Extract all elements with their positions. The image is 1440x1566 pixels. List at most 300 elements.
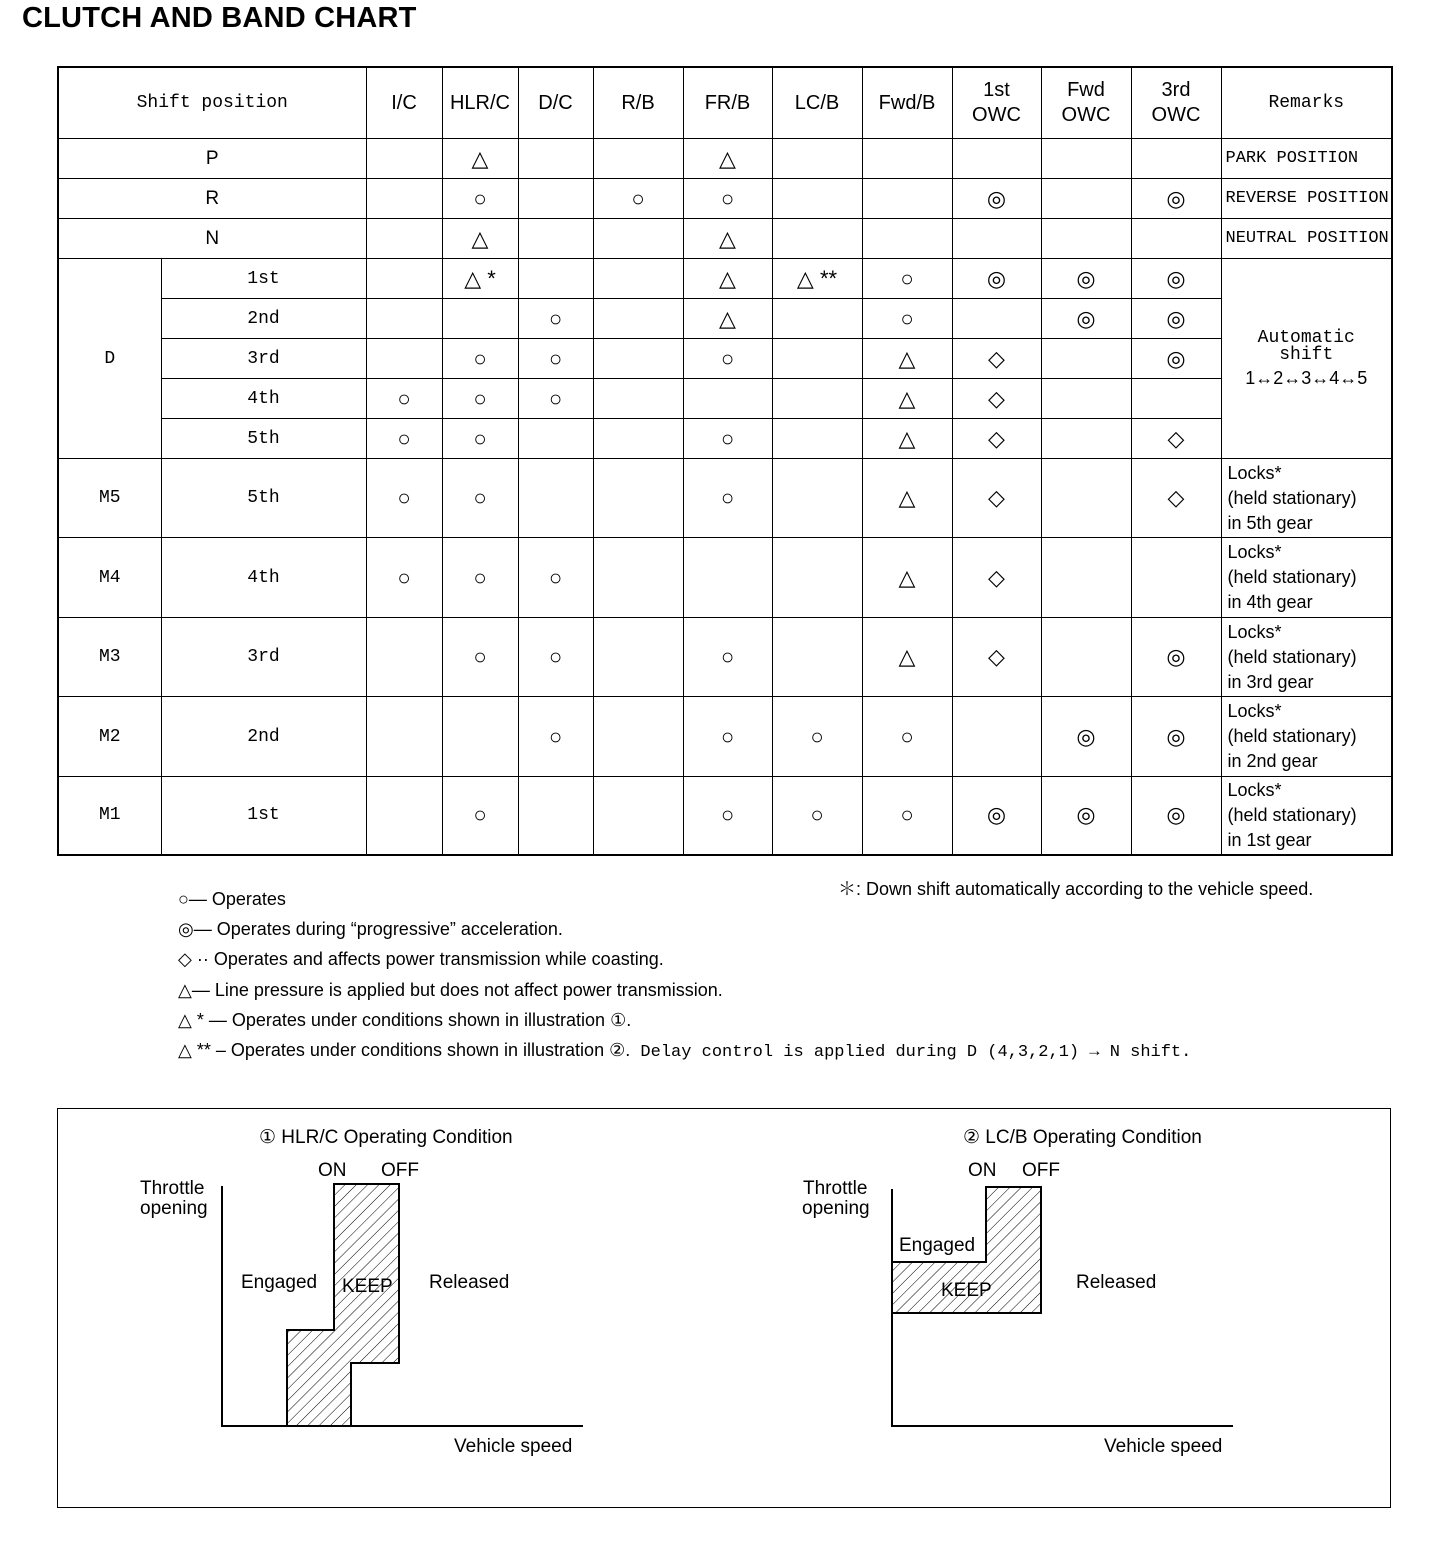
element-status-cell [518,459,593,538]
shift-position-group: M3 [58,618,161,697]
gear: 1st [161,259,366,299]
element-status-cell [1041,459,1131,538]
element-status-cell [442,259,518,299]
remark-line: in 5th gear [1227,512,1313,533]
element-status-cell [1041,259,1131,299]
shift-position-group: D [58,259,161,459]
remark: NEUTRAL POSITION [1221,219,1392,259]
element-status-cell [683,259,772,299]
element-status-cell [772,179,862,219]
engaged-label: Engaged [899,1235,976,1256]
legend-symbol-icon: ◎ [178,919,194,939]
element-status-cell [518,379,593,419]
status-symbol-icon: ◎ [1076,265,1096,291]
status-symbol-icon: ○ [720,802,735,828]
table-row [58,139,1392,179]
column-header [1131,67,1221,139]
legend-text: — Operates during “progressive” acceleration. [193,919,563,939]
table-row [58,618,1392,697]
status-symbol-icon: ◇ [1167,425,1185,451]
shift-position-group: M5 [58,459,161,538]
status-symbol-icon: ○ [810,802,824,828]
element-status-cell [518,139,593,179]
remark-line: in 2nd gear [1227,751,1318,771]
element-status-cell [1131,139,1221,179]
element-status-cell [683,459,772,538]
element-status-cell [862,459,952,538]
element-status-cell [683,339,772,379]
status-symbol-icon: ◎ [1076,723,1096,749]
status-symbol-icon: △ [471,145,489,171]
status-symbol-icon: △ [898,485,916,510]
status-symbol-icon: ○ [473,802,487,828]
element-status-cell [862,339,952,379]
table-row [58,339,1392,379]
status-symbol-icon: ○ [397,385,411,411]
table-row [58,379,1392,419]
element-status-cell [683,618,772,697]
element-status-cell [518,179,593,219]
element-status-cell [366,459,442,538]
element-status-cell [1131,777,1221,855]
element-status-cell [366,379,442,419]
element-status-cell [442,697,518,777]
element-status-cell [593,419,683,459]
element-status-cell [772,459,862,538]
diagram-title: ② LC/B Operating Condition [963,1127,1202,1148]
status-symbol-icon: ◇ [1167,485,1185,510]
released-label: Released [1076,1272,1157,1293]
element-status-cell [772,697,862,777]
status-symbol-icon: ○ [473,425,487,451]
element-status-cell [862,179,952,219]
column-header-line: Fwd [1067,79,1105,101]
remark-line: (held stationary) [1227,726,1357,746]
element-status-cell [952,179,1041,219]
element-status-cell [1131,339,1221,379]
remark-automatic-shift [1221,259,1392,459]
y-axis-label: Throttle [140,1178,205,1199]
element-status-cell [442,618,518,697]
element-status-cell [442,139,518,179]
element-status-cell [683,777,772,855]
legend-item [178,889,286,910]
element-status-cell [593,139,683,179]
remark-line: shift [1279,345,1334,365]
element-status-cell [442,459,518,538]
element-status-cell [862,618,952,697]
status-symbol-icon: △ [719,225,736,251]
shift-position: P [58,139,366,179]
column-header-line: 1st [983,79,1010,101]
element-status-cell [772,777,862,855]
column-header: Remarks [1221,67,1392,139]
status-symbol-icon: △ ** [796,265,838,291]
legend-item [178,1040,1191,1062]
element-status-cell [593,299,683,339]
keep-label: KEEP [941,1280,992,1301]
table-row [58,259,1392,299]
status-symbol-icon: ○ [397,485,411,510]
element-status-cell [366,139,442,179]
element-status-cell [772,219,862,259]
element-status-cell [862,379,952,419]
element-status-cell [1041,538,1131,618]
footnote: ＊: Down shift automatically according to the vehicle speed. [838,879,1314,899]
legend-symbol-icon: △ [178,980,192,1000]
legend-item [178,980,723,1001]
status-symbol-icon: ◎ [1166,265,1186,291]
element-status-cell [772,139,862,179]
status-symbol-icon: ○ [548,723,563,749]
status-symbol-icon: ◇ [988,564,1005,590]
column-header-line: OWC [1061,104,1111,126]
column-header: HLR/C [442,67,518,139]
element-status-cell [1041,179,1131,219]
element-status-cell [442,419,518,459]
element-status-cell [772,419,862,459]
table-row [58,777,1392,855]
hlr-c-diagram [140,1127,583,1457]
remark-line: Locks* [1227,779,1282,800]
status-symbol-icon: ◇ [988,485,1005,510]
status-symbol-icon: △ [898,425,916,451]
table-row [58,538,1392,618]
element-status-cell [1131,618,1221,697]
element-status-cell [952,219,1041,259]
status-symbol-icon: △ [898,564,916,590]
remark-line: Locks* [1227,621,1282,642]
legend-extra-text: Delay control is applied during D (4,3,2,1) → N shift. [630,1043,1192,1062]
status-symbol-icon: ○ [720,723,735,749]
element-status-cell [366,419,442,459]
column-header: Fwd/B [862,67,952,139]
element-status-cell [952,259,1041,299]
element-status-cell [772,618,862,697]
element-status-cell [366,259,442,299]
element-status-cell [683,139,772,179]
status-symbol-icon: ◎ [1076,305,1096,331]
element-status-cell [1131,419,1221,459]
shift-sequence: 1↔2↔3↔4↔5 [1245,368,1368,388]
gear: 2nd [161,299,366,339]
column-header [1041,67,1131,139]
element-status-cell [518,538,593,618]
element-status-cell [1041,339,1131,379]
column-header: I/C [366,67,442,139]
on-label: ON [318,1160,347,1181]
shift-position-group: M4 [58,538,161,618]
legend-symbol-icon: △ ** [178,1040,211,1060]
element-status-cell [862,299,952,339]
element-status-cell [1041,697,1131,777]
gear: 5th [161,459,366,538]
element-status-cell [952,299,1041,339]
element-status-cell [683,219,772,259]
shift-position-group: M2 [58,697,161,777]
status-symbol-icon: ◎ [1166,644,1186,669]
axes [222,1186,583,1426]
legend-text: — Operates under conditions shown in illustration ①. [203,1010,632,1030]
element-status-cell [1041,299,1131,339]
status-symbol-icon: ○ [900,723,914,749]
released-label: Released [429,1272,510,1293]
status-symbol-icon: ○ [473,485,487,510]
shift-position: R [58,179,366,219]
element-status-cell [862,538,952,618]
status-symbol-icon: ◇ [988,385,1005,411]
status-symbol-icon: △ * [464,265,496,291]
element-status-cell [593,219,683,259]
column-header: R/B [593,67,683,139]
table-row [58,697,1392,777]
y-axis-label: Throttle [803,1178,868,1199]
element-status-cell [683,299,772,339]
element-status-cell [518,419,593,459]
element-status-cell [1041,618,1131,697]
gear: 3rd [161,339,366,379]
element-status-cell [518,339,593,379]
element-status-cell [1131,379,1221,419]
remark-line: Automatic [1257,328,1355,348]
remark-line: Locks* [1227,462,1282,483]
element-status-cell [593,339,683,379]
page-title: CLUTCH AND BAND CHART [22,2,417,34]
remark [1221,697,1392,777]
element-status-cell [442,777,518,855]
element-status-cell [593,459,683,538]
status-symbol-icon: ○ [900,265,914,291]
element-status-cell [952,339,1041,379]
legend-symbol-icon: ◇ [178,949,192,969]
off-label: OFF [381,1160,419,1181]
remark-line: (held stationary) [1227,487,1357,508]
element-status-cell [442,299,518,339]
shift-position-group: M1 [58,777,161,855]
element-status-cell [683,419,772,459]
remark-line: Locks* [1227,701,1282,721]
element-status-cell [518,618,593,697]
element-status-cell [442,339,518,379]
remark [1221,538,1392,618]
column-header-line: OWC [972,104,1021,126]
element-status-cell [683,179,772,219]
status-symbol-icon: ◎ [986,265,1007,291]
gear: 1st [161,777,366,855]
status-symbol-icon: ○ [548,385,563,411]
remark-line: in 3rd gear [1227,671,1314,692]
table-row [58,219,1392,259]
status-symbol-icon: ◎ [1166,802,1186,828]
keep-label: KEEP [342,1276,393,1297]
status-symbol-icon: ◎ [986,185,1007,211]
status-symbol-icon: ○ [548,345,563,371]
remark-line: Locks* [1227,542,1282,562]
element-status-cell [772,339,862,379]
legend-text: — Line pressure is applied but does not affect power transmission. [191,980,723,1000]
element-status-cell [952,139,1041,179]
status-symbol-icon: ◇ [988,345,1005,371]
element-status-cell [442,379,518,419]
element-status-cell [952,618,1041,697]
status-symbol-icon: ○ [720,345,735,371]
element-status-cell [366,697,442,777]
element-status-cell [366,538,442,618]
status-symbol-icon: ○ [473,385,487,411]
element-status-cell [593,379,683,419]
element-status-cell [518,259,593,299]
x-axis-label: Vehicle speed [1104,1436,1223,1457]
element-status-cell [862,419,952,459]
table-header-row [58,67,1392,139]
element-status-cell [366,339,442,379]
element-status-cell [952,777,1041,855]
element-status-cell [518,697,593,777]
element-status-cell [518,777,593,855]
status-symbol-icon: ○ [900,305,914,331]
column-header: Shift position [58,67,366,139]
column-header: FR/B [683,67,772,139]
element-status-cell [1041,419,1131,459]
element-status-cell [1131,299,1221,339]
remark-line: (held stationary) [1227,567,1357,587]
element-status-cell [952,379,1041,419]
legend-item [178,1010,631,1031]
element-status-cell [1041,139,1131,179]
gear: 5th [161,419,366,459]
status-symbol-icon: ○ [548,305,563,331]
legend-text: — Operates [188,889,286,909]
table-row [58,179,1392,219]
remark: REVERSE POSITION [1221,179,1392,219]
element-status-cell [593,538,683,618]
status-symbol-icon: ○ [720,644,735,669]
remark-line: in 1st gear [1227,829,1312,850]
table-row [58,299,1392,339]
status-symbol-icon: ○ [548,644,563,669]
element-status-cell [772,299,862,339]
element-status-cell [593,179,683,219]
status-symbol-icon: △ [898,345,916,371]
element-status-cell [683,538,772,618]
status-symbol-icon: ◎ [986,802,1007,828]
status-symbol-icon: ◎ [1166,305,1186,331]
element-status-cell [862,259,952,299]
element-status-cell [593,777,683,855]
status-symbol-icon: ◇ [988,644,1005,669]
status-symbol-icon: ○ [473,564,487,590]
shift-position: N [58,219,366,259]
element-status-cell [593,259,683,299]
remark-line: (held stationary) [1227,646,1357,667]
element-status-cell [442,219,518,259]
remark-line: (held stationary) [1227,804,1357,825]
off-label: OFF [1022,1160,1060,1181]
diagram-title: ① HLR/C Operating Condition [259,1127,513,1148]
element-status-cell [1041,219,1131,259]
on-label: ON [968,1160,997,1181]
gear: 4th [161,538,366,618]
element-status-cell [442,179,518,219]
element-status-cell [518,219,593,259]
engaged-label: Engaged [241,1272,318,1293]
status-symbol-icon: ◇ [988,425,1005,451]
status-symbol-icon: △ [719,265,736,291]
status-symbol-icon: ○ [548,564,563,590]
element-status-cell [593,697,683,777]
column-header: LC/B [772,67,862,139]
status-symbol-icon: △ [898,385,916,411]
element-status-cell [952,538,1041,618]
element-status-cell [1041,379,1131,419]
operating-condition-diagrams [57,1108,1391,1508]
remark [1221,618,1392,697]
status-symbol-icon: ○ [900,802,914,828]
element-status-cell [1131,459,1221,538]
status-symbol-icon: ◎ [1076,802,1096,828]
element-status-cell [772,379,862,419]
clutch-band-table [57,66,1393,856]
status-symbol-icon: ○ [397,564,411,590]
remark-line: in 4th gear [1227,592,1313,612]
element-status-cell [952,419,1041,459]
element-status-cell [683,379,772,419]
status-symbol-icon: ○ [720,485,735,510]
table-row [58,419,1392,459]
legend-text: ·· Operates and affects power transmission while coasting. [191,949,664,969]
element-status-cell [1131,219,1221,259]
element-status-cell [518,299,593,339]
legend-item [178,919,563,940]
element-status-cell [1131,538,1221,618]
element-status-cell [683,697,772,777]
status-symbol-icon: ○ [631,185,645,211]
element-status-cell [1131,697,1221,777]
status-symbol-icon: ○ [473,345,487,371]
status-symbol-icon: ○ [720,185,735,211]
element-status-cell [772,259,862,299]
status-symbol-icon: ○ [397,425,411,451]
column-header [952,67,1041,139]
status-symbol-icon: ○ [810,723,824,749]
lc-b-diagram [802,1127,1233,1457]
element-status-cell [1131,259,1221,299]
status-symbol-icon: ○ [473,185,487,211]
remark: PARK POSITION [1221,139,1392,179]
status-symbol-icon: ◎ [1166,723,1186,749]
status-symbol-icon: ◎ [1166,345,1186,371]
element-status-cell [952,459,1041,538]
y-axis-label: opening [140,1198,208,1219]
element-status-cell [862,777,952,855]
status-symbol-icon: △ [719,305,736,331]
status-symbol-icon: ○ [473,644,487,669]
element-status-cell [862,219,952,259]
element-status-cell [366,299,442,339]
table-row [58,459,1392,538]
remark [1221,777,1392,855]
column-header: D/C [518,67,593,139]
column-header-line: 3rd [1161,79,1191,101]
status-symbol-icon: ○ [720,425,735,451]
status-symbol-icon: ◎ [1166,185,1186,211]
element-status-cell [593,618,683,697]
element-status-cell [366,618,442,697]
gear: 3rd [161,618,366,697]
element-status-cell [366,777,442,855]
legend-text: – Operates under conditions shown in illustration ②. [210,1040,631,1060]
column-header-line: OWC [1151,104,1201,126]
